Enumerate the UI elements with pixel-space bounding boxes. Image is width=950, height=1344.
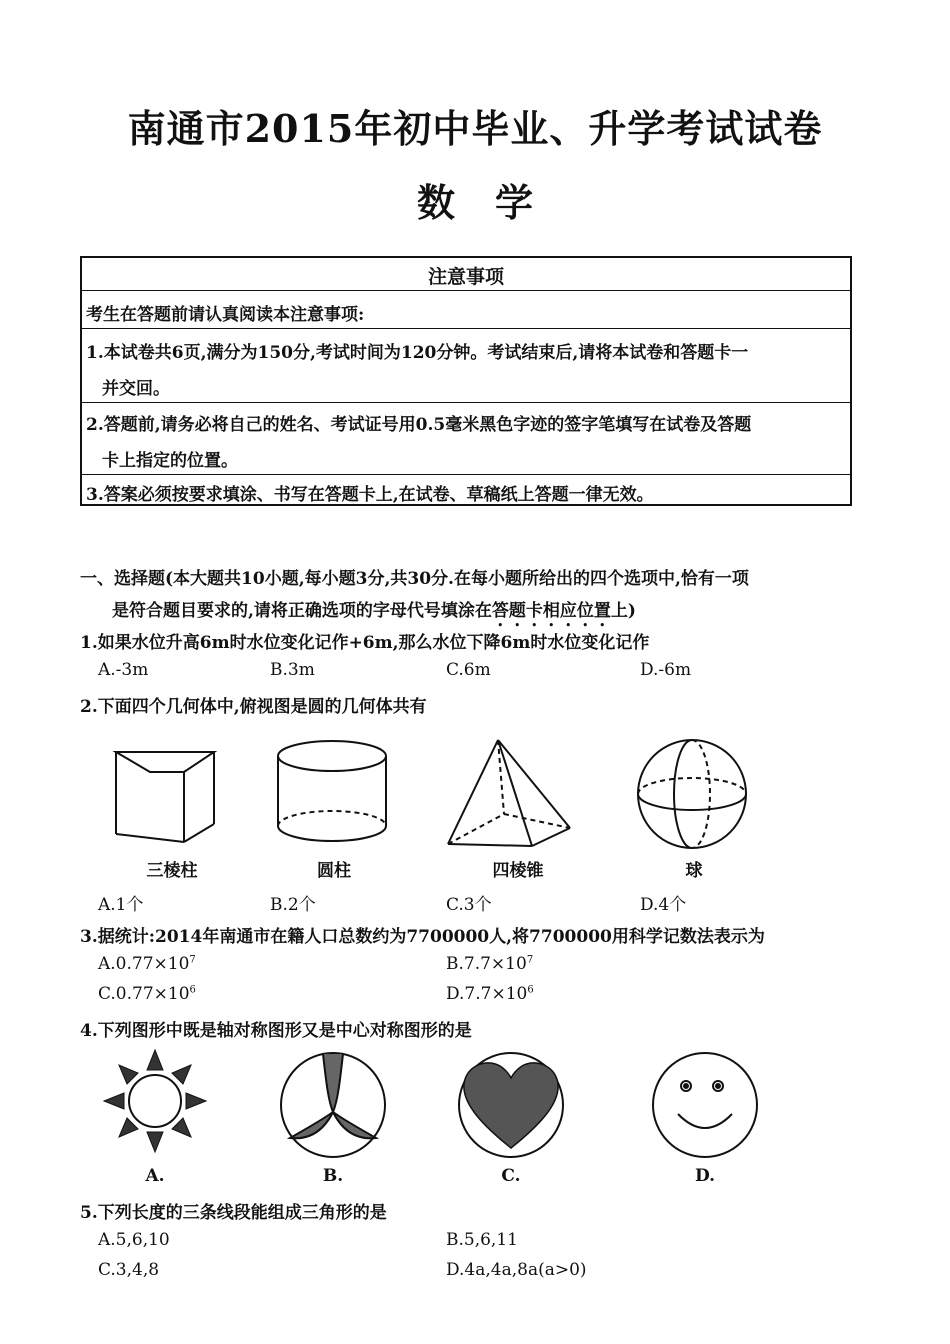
q5-option-a: A.5,6,10 [98,1230,170,1250]
notice-item-1-cont: 并交回。 [102,379,170,399]
option-text: C.0.77×10 [98,984,190,1004]
cylinder-figure [272,738,392,850]
notice-item-3: 3.答案必须按要求填涂、书写在答题卡上,在试卷、草稿纸上答题一律无效。 [86,485,654,505]
q2-option-a: A.1个 [98,895,144,915]
caption-prism: 三棱柱 [146,861,198,881]
divider [82,402,850,403]
q3-option-b [446,954,533,974]
caption-pyramid: 四棱锥 [492,861,544,881]
q5-option-d: D.4a,4a,8a(a>0) [446,1260,587,1280]
sun-icon [100,1046,210,1156]
q4-caption-b: B. [322,1166,344,1186]
section-heading-cont [112,596,636,631]
option-text: D.7.7×10 [446,984,528,1004]
q4-caption-d: D. [694,1166,716,1186]
option-text: B.7.7×10 [446,954,527,974]
section-heading: 一、选择题(本大题共10小题,每小题3分,共30分.在每小题所给出的四个选项中,恰有一项 [80,569,749,589]
q3-stem: 3.据统计:2014年南通市在籍人口总数约为7700000人,将7700000用科学记数法表示为 [80,927,765,947]
notice-item-2-cont: 卡上指定的位置。 [102,451,238,471]
sphere-figure [630,734,754,854]
q5-stem: 5.下列长度的三条线段能组成三角形的是 [80,1203,387,1223]
q2-option-c: C.3个 [446,895,492,915]
square-pyramid-figure [440,734,580,852]
q1-option-b: B.3m [270,660,315,680]
q2-stem: 2.下面四个几何体中,俯视图是圆的几何体共有 [80,697,427,717]
q4-caption-a: A. [145,1166,165,1186]
divider [82,290,850,291]
option-text: A.0.77×10 [98,954,190,974]
caption-cylinder: 圆柱 [317,861,351,881]
notice-item-2: 2.答题前,请务必将自己的姓名、考试证号用0.5毫米黑色字迹的签字笔填写在试卷及答题 [86,415,752,435]
q4-caption-c: C. [501,1166,521,1186]
q2-option-b: B.2个 [270,895,316,915]
divider [82,474,850,475]
three-blade-icon [278,1050,388,1160]
exponent: 6 [189,984,196,996]
section-heading-part: 是符合题目要求的,请将正确选项的字母代号填涂在 [112,601,492,621]
section-heading-part: 上) [610,601,636,621]
smiley-face-icon [650,1050,760,1160]
q3-option-c [98,984,196,1004]
q1-option-c: C.6m [446,660,491,680]
q1-stem: 1.如果水位升高6m时水位变化记作+6m,那么水位下降6m时水位变化记作 [80,633,650,653]
exponent: 6 [527,984,534,996]
notice-heading: 注意事项 [427,266,504,288]
exponent: 7 [526,954,534,966]
notice-item-1: 1.本试卷共6页,满分为150分,考试时间为120分钟。考试结束后,请将本试卷和答题卡一 [86,343,749,363]
exponent: 7 [189,954,196,966]
exam-title: 南通市2015年初中毕业、升学考试试卷 [127,106,823,151]
subject-title: 数学 [416,180,573,225]
section-heading-emphasis: 答题卡相应位置 [491,601,611,621]
q5-option-c: C.3,4,8 [98,1260,160,1280]
q1-option-d: D.-6m [640,660,692,680]
caption-sphere: 球 [685,861,703,881]
q2-option-d: D.4个 [640,895,687,915]
divider [82,328,850,329]
triangular-prism-figure [110,740,230,850]
q3-option-d [446,984,534,1004]
q3-option-a [98,954,196,974]
q5-option-b: B.5,6,11 [446,1230,518,1250]
q1-option-a: A.-3m [98,660,149,680]
notice-box [80,256,852,506]
q4-stem: 4.下列图形中既是轴对称图形又是中心对称图形的是 [80,1021,472,1041]
heart-icon [456,1050,566,1160]
notice-intro: 考生在答题前请认真阅读本注意事项: [86,305,365,325]
